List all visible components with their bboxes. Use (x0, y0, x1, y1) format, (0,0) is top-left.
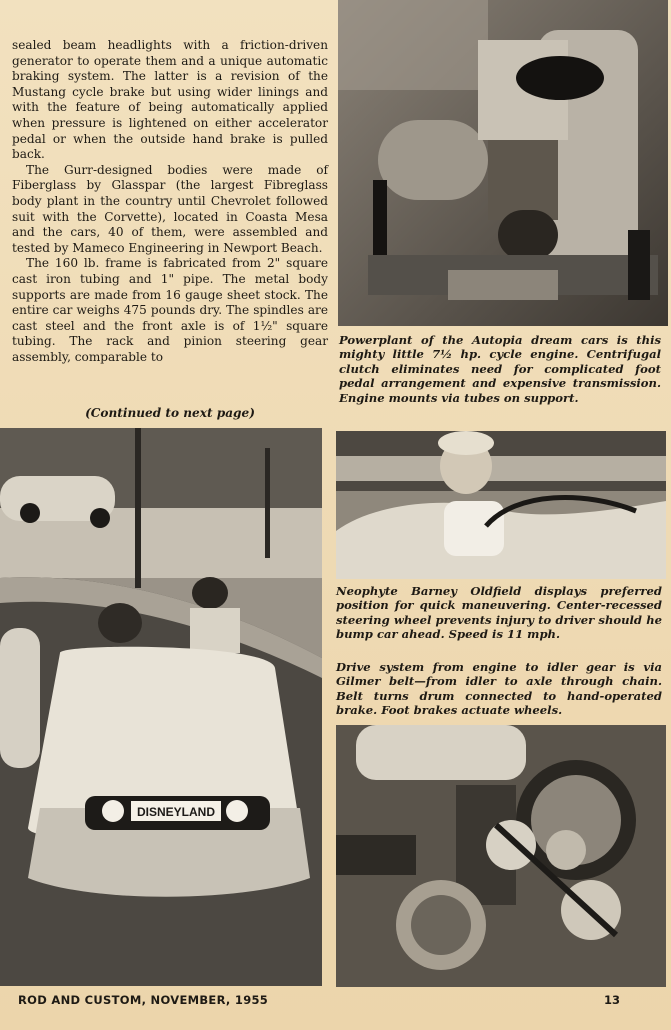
boy-driver-illustration (336, 431, 666, 579)
engine-illustration (338, 0, 668, 326)
article-body (12, 38, 328, 365)
article-paragraph: sealed beam headlights with a friction-driven generator to operate them and a unique automatic braking system. The latter is a revision of the Mustang cycle brake but using wider linings and with the feature of being automatically applied when pressure is lightened on either accelerator pedal or when the outside hand brake is pulled back. (12, 38, 328, 162)
magazine-footer: ROD AND CUSTOM, NOVEMBER, 1955 (18, 993, 269, 1007)
license-plate: DISNEYLAND (136, 805, 216, 819)
article-paragraph: The 160 lb. frame is fabricated from 2" square cast iron tubing and 1" pipe. The metal body supports are made from 16 gauge sheet stock. The entire car weighs 475 pounds dry. The spindles are cast steel and the front axle is of 1½" square tubing. The rack and pinion steering gear assembly, comparable to (12, 256, 328, 364)
continued-note: (Continued to next page) (85, 406, 255, 420)
drive-system-photo (336, 725, 666, 987)
drive-system-illustration (336, 725, 666, 987)
boy-driver-photo (336, 431, 666, 579)
page-number: 13 (604, 993, 621, 1007)
article-paragraph: The Gurr-designed bodies were made of Fiberglass by Glasspar (the largest Fibreglass body plant in the country until Chevrolet followed suit with the Corvette), located in Coasta Mesa and the cars, 40 of them, were assembled and tested by Mameco Engineering in Newport Beach. (12, 162, 328, 255)
engine-photo (338, 0, 668, 326)
autopia-car-illustration (0, 428, 322, 986)
caption-neophyte: Neophyte Barney Oldfield displays preferred position for quick maneuvering. Center-recessed steering wheel prevents injury to driver should he bump car ahead. Speed is 11 mph. (336, 584, 662, 642)
disneyland-car-photo (0, 428, 322, 986)
caption-powerplant: Powerplant of the Autopia dream cars is this mighty little 7½ hp. cycle engine. Centrifugal clutch eliminates need for complicated foot pedal arrangement and expensive transmission. Engine mounts via tubes on support. (339, 333, 661, 405)
caption-drive-system: Drive system from engine to idler gear is via Gilmer belt—from idler to axle through chain. Belt turns drum connected to hand-operated brake. Foot brakes actuate wheels. (336, 660, 662, 718)
